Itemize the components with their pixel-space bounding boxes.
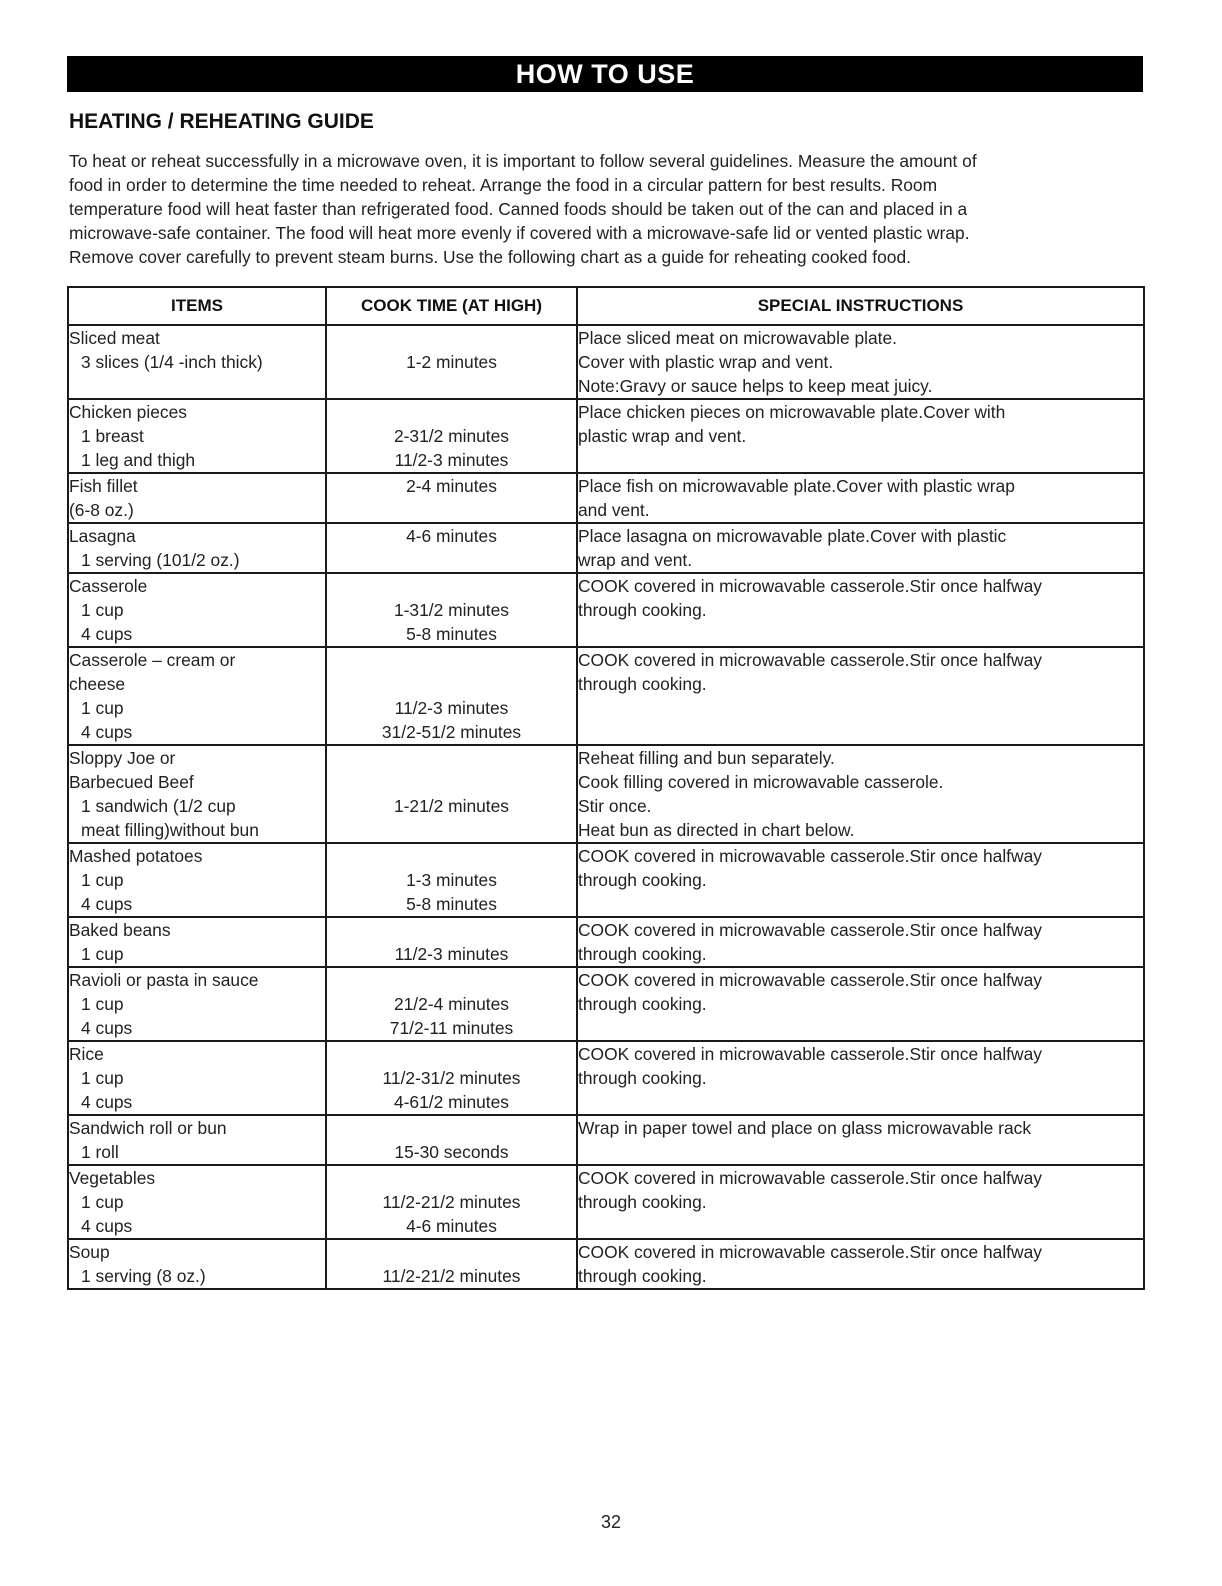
item-line: 3 slices (1/4 -inch thick) [81, 352, 263, 372]
instruction-line: COOK covered in microwavable casserole.Stir once halfway [578, 970, 1042, 990]
instructions-cell [577, 325, 1144, 399]
item-line: Lasagna [69, 526, 136, 546]
instructions-cell [577, 745, 1144, 843]
cook-time-line: 21/2-4 minutes [393, 994, 510, 1014]
item-line: 1 cup [81, 1068, 124, 1088]
cook-time-line [327, 1240, 576, 1264]
item-line: 1 cup [81, 698, 124, 718]
cook-time-line: 11/2-3 minutes [394, 450, 509, 470]
column-header-cook-time: COOK TIME (AT HIGH) [326, 287, 577, 325]
instruction-line: COOK covered in microwavable casserole.Stir once halfway [578, 1242, 1042, 1262]
cook-time-cell [326, 573, 577, 647]
cook-time-line [327, 1116, 576, 1140]
cook-time-line: 1-3 minutes [406, 870, 497, 890]
cook-time-cell [326, 647, 577, 745]
item-line: 1 sandwich (1/2 cup [81, 796, 236, 816]
section-banner: HOW TO USE [67, 56, 1143, 92]
cook-time-line: 11/2-21/2 minutes [382, 1192, 521, 1212]
instruction-line: through cooking. [578, 1068, 707, 1088]
cook-time-line: 5-8 minutes [406, 624, 497, 644]
table-row [68, 1165, 1144, 1239]
instruction-line: through cooking. [578, 600, 707, 620]
item-line: 4 cups [81, 624, 133, 644]
item-line: Sliced meat [69, 328, 160, 348]
table-row [68, 325, 1144, 399]
cook-time-line [327, 1042, 576, 1066]
intro-line: Remove cover carefully to prevent steam burns. Use the following chart as a guide for reheating cooked food. [69, 247, 911, 267]
item-line: 1 roll [81, 1142, 119, 1162]
cook-time-line [327, 1166, 576, 1190]
instruction-line: and vent. [578, 500, 650, 520]
cook-time-line [327, 326, 576, 350]
cook-time-line: 1-31/2 minutes [393, 600, 510, 620]
page-number: 32 [600, 1512, 622, 1532]
cook-time-line: 15-30 seconds [394, 1142, 509, 1162]
item-line: 4 cups [81, 722, 133, 742]
cook-time-line: 4-6 minutes [406, 526, 497, 546]
item-line: 4 cups [81, 1216, 133, 1236]
item-line: 1 breast [81, 426, 144, 446]
instructions-cell [577, 843, 1144, 917]
instructions-cell [577, 523, 1144, 573]
instruction-line: COOK covered in microwavable casserole.Stir once halfway [578, 650, 1042, 670]
cook-time-line: 5-8 minutes [406, 894, 497, 914]
instructions-cell [577, 399, 1144, 473]
item-line: 4 cups [81, 1092, 133, 1112]
item-line: Ravioli or pasta in sauce [69, 970, 259, 990]
instructions-cell [577, 967, 1144, 1041]
table-row [68, 647, 1144, 745]
instruction-line: through cooking. [578, 674, 707, 694]
cook-time-line [327, 918, 576, 942]
item-cell [68, 843, 326, 917]
instruction-line: through cooking. [578, 1266, 707, 1286]
item-cell [68, 1239, 326, 1289]
item-cell [68, 1041, 326, 1115]
item-cell [68, 1165, 326, 1239]
intro-line: temperature food will heat faster than refrigerated food. Canned foods should be taken out of the can and placed in a [69, 199, 968, 219]
instruction-line: through cooking. [578, 994, 707, 1014]
item-cell [68, 399, 326, 473]
instruction-line: Cook filling covered in microwavable casserole. [578, 772, 944, 792]
table-row [68, 573, 1144, 647]
table-row [68, 843, 1144, 917]
instruction-line: Place sliced meat on microwavable plate. [578, 328, 897, 348]
instructions-cell [577, 647, 1144, 745]
instruction-line: Heat bun as directed in chart below. [578, 820, 855, 840]
cook-time-line: 1-2 minutes [406, 352, 497, 372]
instruction-line: Place lasagna on microwavable plate.Cover with plastic [578, 526, 1007, 546]
cook-time-line [327, 672, 576, 696]
cook-time-cell [326, 1165, 577, 1239]
cook-time-cell [326, 917, 577, 967]
item-line: Fish fillet [69, 476, 138, 496]
cook-time-line: 2-31/2 minutes [393, 426, 510, 446]
instruction-line: through cooking. [578, 944, 707, 964]
table-body [68, 325, 1144, 1289]
instruction-line: Cover with plastic wrap and vent. [578, 352, 834, 372]
table-row [68, 917, 1144, 967]
instruction-line: Wrap in paper towel and place on glass microwavable rack [578, 1118, 1032, 1138]
cook-time-line [327, 746, 576, 770]
instructions-cell [577, 1165, 1144, 1239]
item-cell [68, 473, 326, 523]
item-line: 4 cups [81, 894, 133, 914]
table-row [68, 523, 1144, 573]
item-line: 1 serving (101/2 oz.) [81, 550, 240, 570]
item-cell [68, 325, 326, 399]
instructions-cell [577, 1041, 1144, 1115]
cook-time-line: 2-4 minutes [406, 476, 497, 496]
instruction-line: COOK covered in microwavable casserole.Stir once halfway [578, 576, 1042, 596]
item-line: Baked beans [69, 920, 171, 940]
reheating-guide-table [67, 286, 1145, 1290]
instruction-line: Note:Gravy or sauce helps to keep meat juicy. [578, 376, 933, 396]
instruction-line: Reheat filling and bun separately. [578, 748, 835, 768]
instructions-cell [577, 917, 1144, 967]
cook-time-line: 1-21/2 minutes [393, 796, 510, 816]
cook-time-cell [326, 1115, 577, 1165]
cook-time-cell [326, 843, 577, 917]
cook-time-line: 11/2-21/2 minutes [382, 1266, 521, 1286]
cook-time-cell [326, 473, 577, 523]
item-cell [68, 917, 326, 967]
instruction-line: through cooking. [578, 1192, 707, 1212]
table-row [68, 399, 1144, 473]
item-cell [68, 573, 326, 647]
instruction-line: COOK covered in microwavable casserole.Stir once halfway [578, 920, 1042, 940]
item-line: Casserole [69, 576, 148, 596]
cook-time-line [327, 844, 576, 868]
cook-time-cell [326, 523, 577, 573]
cook-time-line: 31/2-51/2 minutes [381, 722, 522, 742]
instruction-line: Place fish on microwavable plate.Cover with plastic wrap [578, 476, 1015, 496]
instruction-line: COOK covered in microwavable casserole.Stir once halfway [578, 1044, 1042, 1064]
item-line: 4 cups [81, 1018, 133, 1038]
cook-time-line: 11/2-31/2 minutes [382, 1068, 521, 1088]
item-line: Casserole – cream or [69, 650, 236, 670]
table-header-row [68, 287, 1144, 325]
column-header-special-instructions: SPECIAL INSTRUCTIONS [577, 287, 1144, 325]
item-line: 1 serving (8 oz.) [81, 1266, 206, 1286]
table-row [68, 745, 1144, 843]
item-cell [68, 1115, 326, 1165]
intro-line: food in order to determine the time needed to reheat. Arrange the food in a circular pattern for best results. Room [69, 175, 938, 195]
intro-line: To heat or reheat successfully in a microwave oven, it is important to follow several guidelines. Measure the amount of [69, 151, 977, 171]
cook-time-line [327, 968, 576, 992]
instructions-cell [577, 1115, 1144, 1165]
table-row [68, 1115, 1144, 1165]
instruction-line: COOK covered in microwavable casserole.Stir once halfway [578, 846, 1042, 866]
cook-time-cell [326, 325, 577, 399]
cook-time-line [327, 770, 576, 794]
cook-time-cell [326, 399, 577, 473]
intro-paragraph [69, 149, 1144, 269]
cook-time-cell [326, 1239, 577, 1289]
item-line: Sloppy Joe or [69, 748, 176, 768]
table-row [68, 1041, 1144, 1115]
item-line: Vegetables [69, 1168, 156, 1188]
cook-time-line: 11/2-3 minutes [394, 698, 509, 718]
instructions-cell [577, 1239, 1144, 1289]
cook-time-line [327, 400, 576, 424]
item-line: 1 cup [81, 994, 124, 1014]
column-header-items: ITEMS [68, 287, 326, 325]
item-line: Soup [69, 1242, 110, 1262]
cook-time-line: 71/2-11 minutes [389, 1018, 514, 1038]
instruction-line: wrap and vent. [578, 550, 693, 570]
cook-time-line: 4-61/2 minutes [393, 1092, 510, 1112]
item-line: Rice [69, 1044, 104, 1064]
item-line: (6-8 oz.) [69, 500, 134, 520]
instruction-line: plastic wrap and vent. [578, 426, 747, 446]
table-row [68, 473, 1144, 523]
cook-time-line: 4-6 minutes [406, 1216, 497, 1236]
item-line: Chicken pieces [69, 402, 187, 422]
item-line: Sandwich roll or bun [69, 1118, 227, 1138]
instruction-line: Stir once. [578, 796, 652, 816]
item-line: 1 cup [81, 870, 124, 890]
page-title: HEATING / REHEATING GUIDE [69, 110, 374, 133]
item-line: 1 cup [81, 600, 124, 620]
item-cell [68, 745, 326, 843]
item-line: 1 leg and thigh [81, 450, 196, 470]
item-line: Mashed potatoes [69, 846, 203, 866]
item-line: 1 cup [81, 1192, 124, 1212]
item-line: cheese [69, 674, 126, 694]
cook-time-cell [326, 1041, 577, 1115]
cook-time-line [327, 574, 576, 598]
instruction-line: through cooking. [578, 870, 707, 890]
instructions-cell [577, 573, 1144, 647]
table-row [68, 1239, 1144, 1289]
item-cell [68, 523, 326, 573]
cook-time-cell [326, 967, 577, 1041]
item-line: meat filling)without bun [81, 820, 259, 840]
cook-time-line: 11/2-3 minutes [394, 944, 509, 964]
instruction-line: Place chicken pieces on microwavable plate.Cover with [578, 402, 1006, 422]
instruction-line: COOK covered in microwavable casserole.Stir once halfway [578, 1168, 1042, 1188]
cook-time-cell [326, 745, 577, 843]
instructions-cell [577, 473, 1144, 523]
item-cell [68, 967, 326, 1041]
table-row [68, 967, 1144, 1041]
cook-time-line [327, 648, 576, 672]
item-cell [68, 647, 326, 745]
item-line: 1 cup [81, 944, 124, 964]
intro-line: microwave-safe container. The food will heat more evenly if covered with a microwave-safe lid or vented plastic wrap. [69, 223, 970, 243]
item-line: Barbecued Beef [69, 772, 194, 792]
